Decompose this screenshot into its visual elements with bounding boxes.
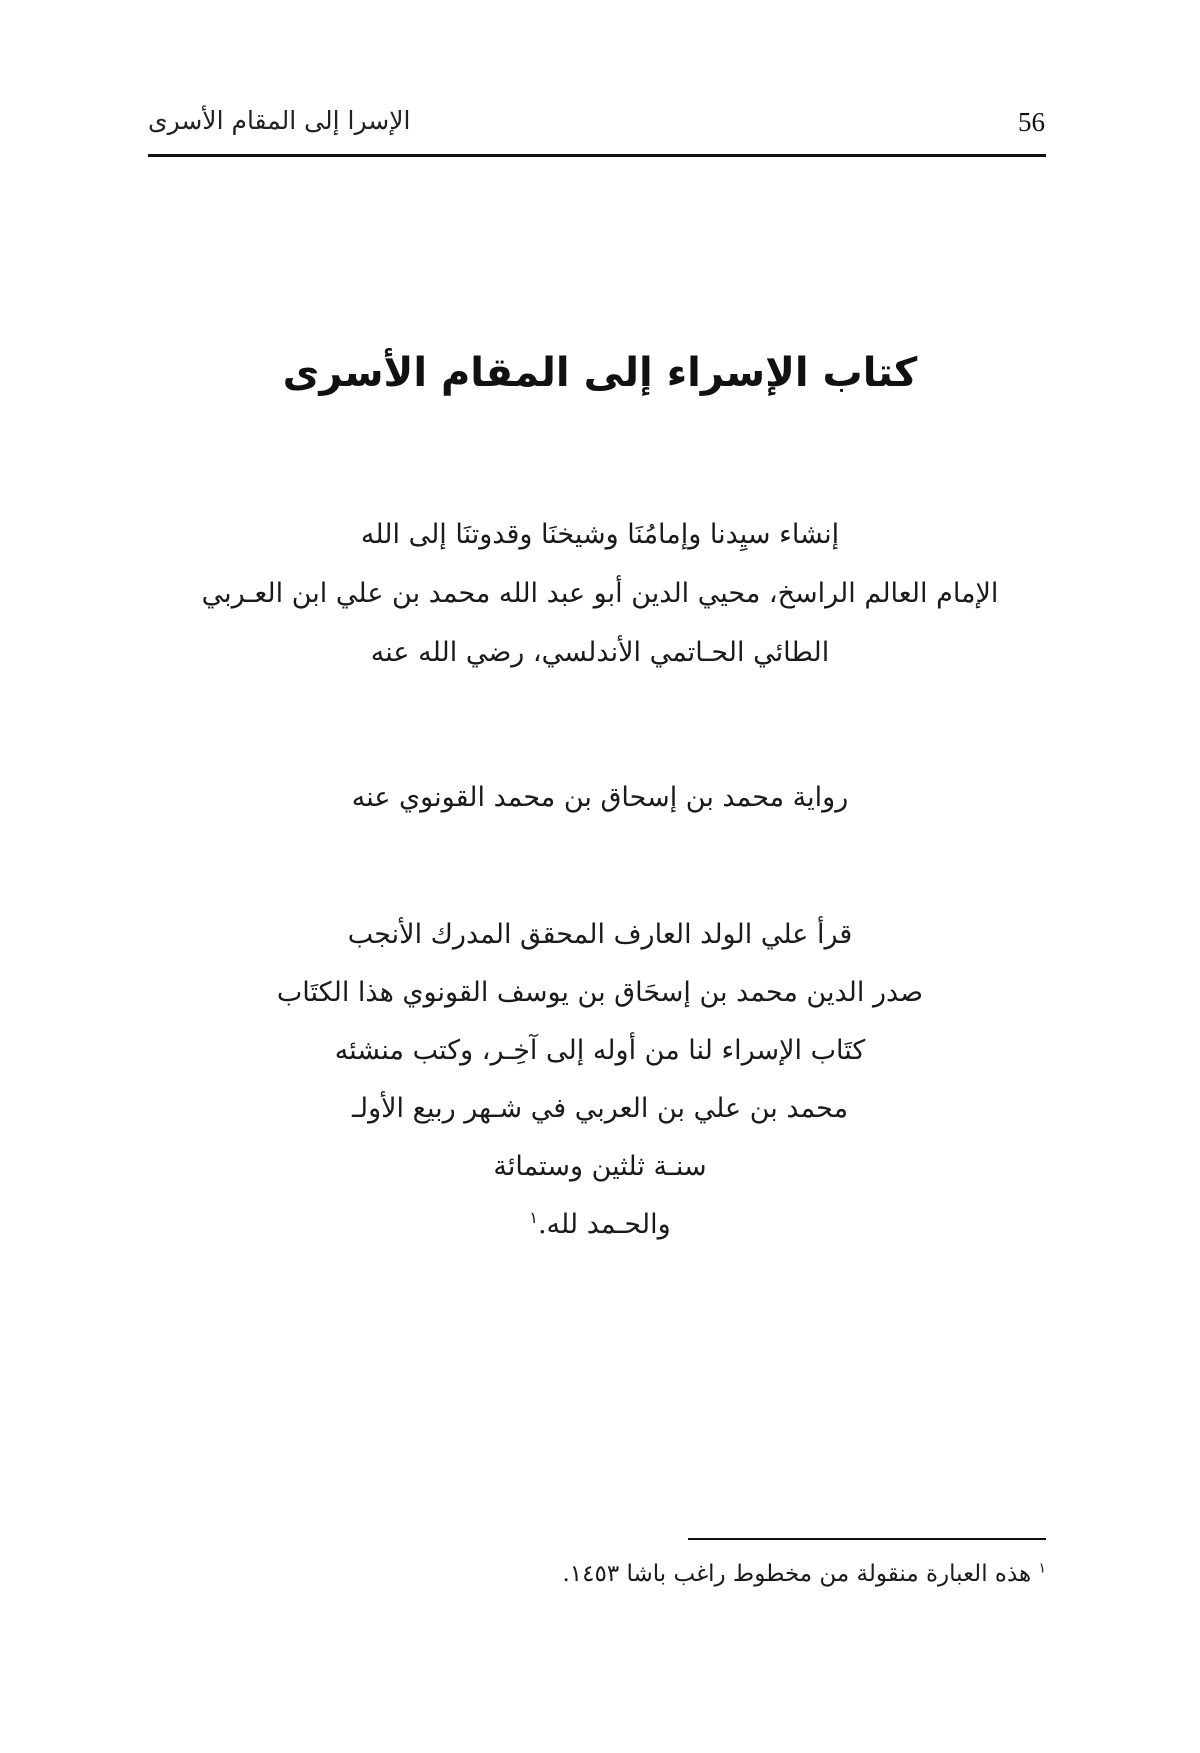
colophon-line: كتَاب الإسراء لنا من أوله إلى آخِـر، وكتب منشئه (334, 1035, 866, 1066)
footnote-text: هذه العبارة منقولة من مخطوط راغب باشا ١٤٥٣. (562, 1561, 1032, 1587)
footnote-reference[interactable]: ١ (529, 1208, 538, 1227)
header-rule (148, 154, 1046, 157)
colophon-line: قرأ علي الولد العارف المحقق المدرك الأنجب (347, 919, 853, 950)
colophon-line: محمد بن علي بن العربي في شـهر ربيع الأولـ (351, 1093, 849, 1124)
author-line: إنشاء سيِدنا وإمامُنَا وشيخنَا وقدوتنَا إلى الله (360, 519, 840, 550)
colophon-line: صدر الدين محمد بن إسحَاق بن يوسف القونوي هذا الكتَاب (276, 977, 924, 1008)
footnote-rule (688, 1538, 1046, 1540)
book-title: كتاب الإسراء إلى المقام الأسرى (282, 350, 918, 396)
riwaya-block (0, 778, 1200, 818)
colophon-block (0, 906, 1200, 1254)
author-block (0, 505, 1200, 682)
page-number: 56 (1018, 107, 1045, 137)
author-line: الإمام العالم الراسخ، محيي الدين أبو عبد الله محمد بن علي ابن العـربي (201, 578, 999, 609)
riwaya-line: رواية محمد بن إسحاق بن محمد القونوي عنه (351, 782, 849, 813)
running-title: الإسرا إلى المقام الأسرى (148, 106, 411, 135)
author-line: الطائي الحـاتمي الأندلسي، رضي الله عنه (370, 637, 830, 668)
colophon-line-text: والحـمد لله. (537, 1209, 671, 1240)
footnote-marker: ١ (1038, 1560, 1046, 1577)
colophon-line: سنـة ثلثين وستمائة (493, 1151, 707, 1182)
colophon-last-line (0, 1196, 1200, 1254)
footnote (562, 1561, 1046, 1587)
